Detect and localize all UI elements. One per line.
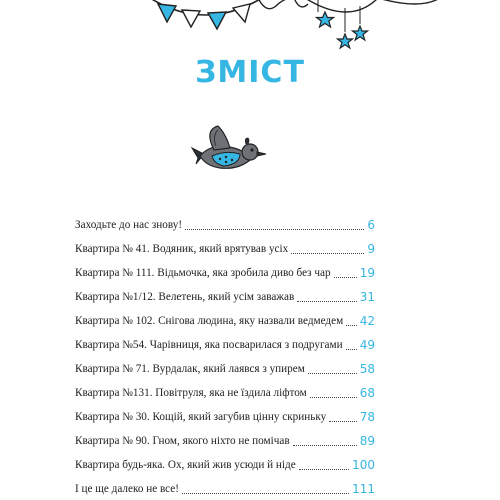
toc-entry[interactable] (75, 480, 375, 498)
toc-entry[interactable] (75, 216, 375, 234)
toc-entry[interactable] (75, 336, 375, 354)
toc-entry-title: Квартира № 30. Кощій, який загубив цінну скриньку (75, 411, 327, 423)
toc-entry[interactable] (75, 384, 375, 402)
toc-entry-title: Квартира №131. Повітруля, яка не їздила ліфтом (75, 387, 307, 399)
toc-entry[interactable] (75, 264, 375, 282)
toc-entry-page: 6 (367, 218, 375, 232)
toc-entry-page: 42 (359, 314, 375, 328)
toc-entry-title: Квартира № 90. Гном, якого ніхто не помічав (75, 435, 290, 447)
toc-entry-page: 49 (359, 338, 375, 352)
bird-icon (190, 120, 270, 180)
toc-entry-title: Квартира № 111. Відьмочка, яка зробила диво без чар (75, 267, 331, 279)
toc-entry-title: Квартира № 41. Водяник, який врятував усіх (75, 243, 289, 255)
dot-leader (182, 493, 349, 494)
toc-entry[interactable] (75, 408, 375, 426)
toc-entry-title: І це ще далеко не все! (75, 483, 179, 495)
dot-leader (297, 301, 356, 302)
star-icon (353, 26, 368, 40)
toc-entry[interactable] (75, 288, 375, 306)
toc-entry-title: Квартира № 102. Снігова людина, яку назвали ведмедем (75, 315, 344, 327)
toc-entry-page: 89 (359, 434, 375, 448)
flag-icon (182, 10, 200, 27)
flag-icon (233, 4, 250, 22)
dot-leader (346, 325, 357, 326)
toc-entry-page: 68 (359, 386, 375, 400)
dot-leader (334, 277, 357, 278)
toc-entry-title: Квартира будь-яка. Ох, який жив усюди й ніде (75, 459, 296, 471)
page-title: ЗМІСТ (195, 55, 305, 90)
dot-leader (329, 421, 356, 422)
toc-entry[interactable] (75, 240, 375, 258)
flag-icon (158, 4, 176, 22)
toc-entry-title: Квартира №54. Чарівниця, яка посварилася з подругами (75, 339, 343, 351)
toc-entry-title: Квартира № 71. Вурдалак, який лаявся з упирем (75, 363, 305, 375)
toc-entry[interactable] (75, 432, 375, 450)
toc-entry-page: 19 (359, 266, 375, 280)
toc-entry-title: Заходьте до нас знову! (75, 219, 183, 231)
dot-leader (291, 253, 364, 254)
star-icon (317, 12, 334, 27)
garland-decoration (0, 0, 500, 60)
dot-leader (346, 349, 357, 350)
toc-entry-page: 111 (352, 482, 375, 496)
dot-leader (310, 397, 357, 398)
dot-leader (293, 445, 357, 446)
toc-entry-title: Квартира №1/12. Велетень, який усім заважав (75, 291, 295, 303)
star-icon (338, 34, 353, 48)
toc-entry[interactable] (75, 456, 375, 474)
toc-entry-page: 100 (352, 458, 375, 472)
toc-entry[interactable] (75, 312, 375, 330)
toc-entry-page: 78 (359, 410, 375, 424)
garland-string (378, 0, 440, 4)
toc-entry[interactable] (75, 360, 375, 378)
dot-leader (185, 229, 364, 230)
toc-entry-page: 9 (367, 242, 375, 256)
toc-entry-page: 58 (359, 362, 375, 376)
flag-icon (208, 12, 226, 29)
garland-string (305, 0, 378, 12)
toc-entry-page: 31 (359, 290, 375, 304)
dot-leader (308, 373, 357, 374)
dot-leader (299, 469, 349, 470)
